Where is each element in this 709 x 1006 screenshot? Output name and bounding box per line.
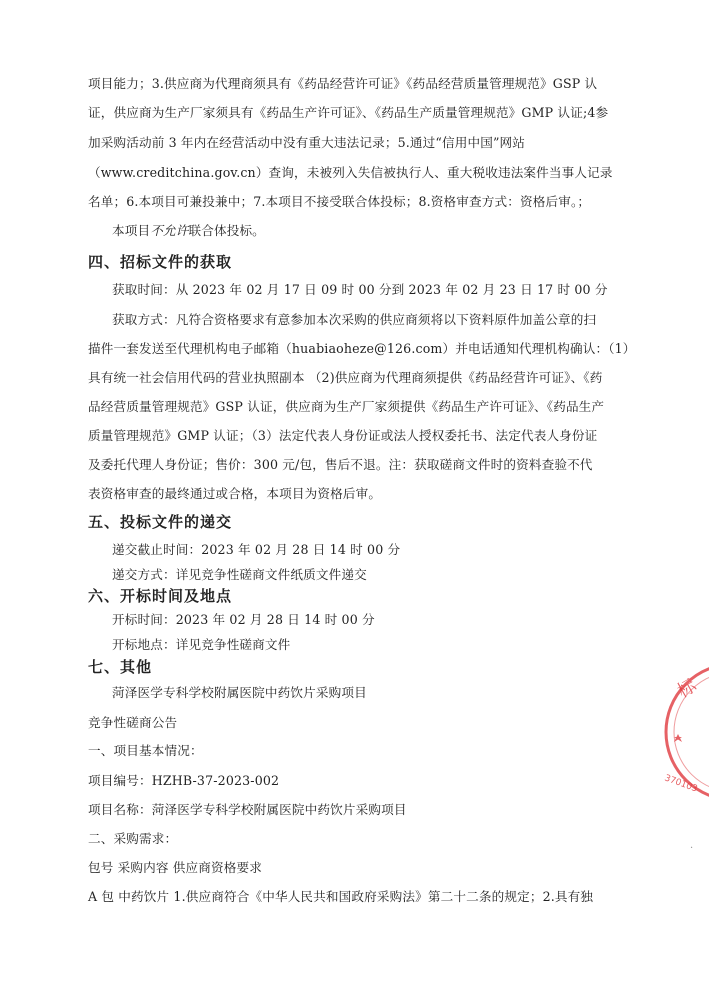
text-line: 证，供应商为生产厂家须具有《药品生产许可证》、《药品生产质量管理规范》GMP 认证;4参 [88,105,609,120]
section-5-heading: 五、投标文件的递交 [88,513,233,531]
requirements-heading: 二、采购需求： [88,831,178,846]
seal-text: 标 [674,675,701,703]
text-line: 质量管理规范》GMP 认证；（3）法定代表人身份证或法人授权委托书、法定代表人身份证 [88,428,598,443]
project-name: 项目名称：菏泽医学专科学校附属医院中药饮片采购项目 [88,802,407,817]
emphasis-text: 不允许 [150,223,189,238]
text-line: （www.creditchina.gov.cn）查询，未被列入失信被执行人、重大税收违法案件当事人记录 [88,165,613,180]
text-line: 描件一套发送至代理机构电子邮箱（huabiaoheze@126.com）并电话通知代理机构确认：（1） [88,341,636,356]
submit-method: 递交方式：详见竞争性磋商文件纸质文件递交 [112,567,367,582]
text-line: 获取方式：凡符合资格要求有意参加本次采购的供应商须将以下资料原件加盖公章的扫 [112,312,597,327]
section-4-heading: 四、招标文件的获取 [88,253,233,271]
text-line: 项目能力；3.供应商为代理商须具有《药品经营许可证》《药品经营质量管理规范》GSP 认 [88,76,598,91]
scan-mark: · [690,843,694,854]
table-header: 包号 采购内容 供应商资格要求 [88,860,262,875]
consortium-note: 本项目不允许联合体投标。 [112,223,265,238]
open-time: 开标时间：2023 年 02 月 28 日 14 时 00 分 [112,612,375,627]
project-number: 项目编号：HZHB-37-2023-002 [88,773,280,788]
text-line: 表资格审查的最终通过或合格，本项目为资格后审。 [88,486,382,501]
basic-info-heading: 一、项目基本情况： [88,743,203,758]
project-title: 菏泽医学专科学校附属医院中药饮片采购项目 [112,685,367,700]
notice-title: 竞争性磋商公告 [88,715,178,730]
acquire-time: 获取时间：从 2023 年 02 月 17 日 09 时 00 分到 2023 年 02 月 23 日 17 时 00 分 [112,282,608,297]
seal-number: 370103 [662,773,699,795]
company-seal [652,660,709,810]
text-line: 品经营质量管理规范》GSP 认证，供应商为生产厂家须提供《药品生产许可证》、《药品生产 [88,399,605,414]
text-line: 具有统一社会信用代码的营业执照副本 （2)供应商为代理商须提供《药品经营许可证》、《药 [88,370,603,385]
submit-deadline: 递交截止时间：2023 年 02 月 28 日 14 时 00 分 [112,542,401,557]
text-line: 加采购活动前 3 年内在经营活动中没有重大违法记录；5.通过“信用中国”网站 [88,135,526,150]
section-7-heading: 七、其他 [88,658,153,676]
text-line: 名单；6.本项目可兼投兼中；7.本项目不接受联合体投标；8.资格审查方式：资格后审。； [88,194,591,209]
text-line: 及委托代理人身份证；售价：300 元/包，售后不退。注：获取磋商文件时的资料查验不代 [88,457,593,472]
table-row: A 包 中药饮片 1.供应商符合《中华人民共和国政府采购法》第二十二条的规定；2.具有独 [88,889,594,904]
open-place: 开标地点：详见竞争性磋商文件 [112,637,291,652]
section-6-heading: 六、开标时间及地点 [88,587,233,605]
